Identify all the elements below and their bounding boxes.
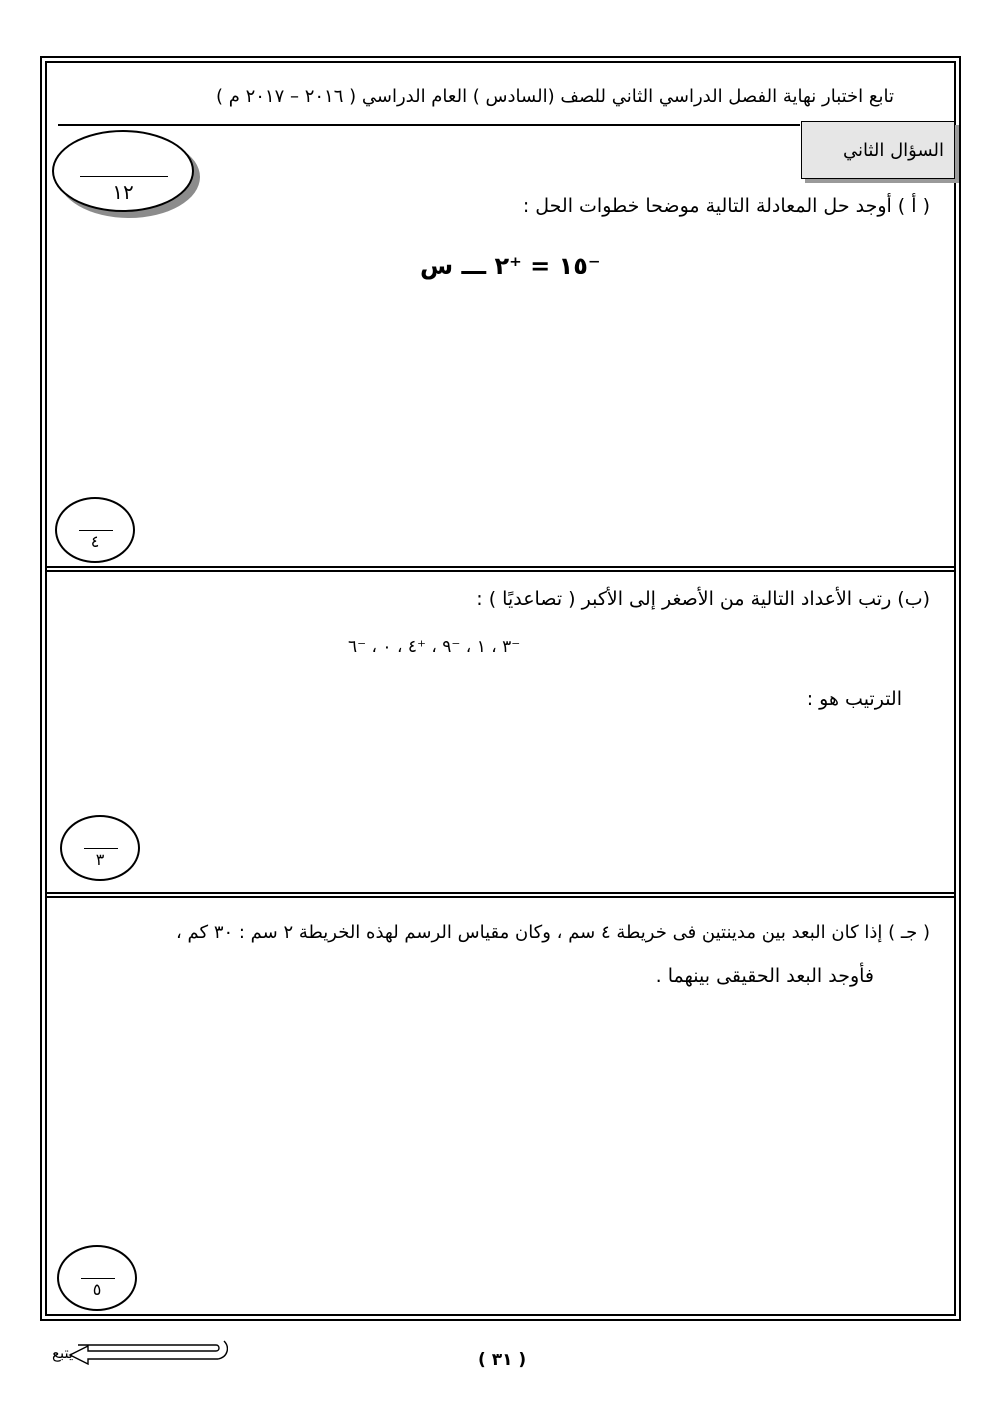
continue-arrow-icon xyxy=(48,1333,228,1365)
total-score-value: ١٢ xyxy=(112,180,134,204)
continue-label: يتبع xyxy=(52,1344,74,1362)
part-c-score-value: ٥ xyxy=(92,1280,102,1299)
page-number: ( ٣١ ) xyxy=(478,1350,527,1370)
total-score-oval xyxy=(52,130,194,212)
score-blank-line xyxy=(84,848,118,849)
part-a-score-value: ٤ xyxy=(90,532,100,551)
part-b-answer-label: الترتيب هو : xyxy=(806,688,902,710)
question-label: السؤال الثاني xyxy=(842,140,944,161)
part-b-numbers xyxy=(348,637,520,657)
section-divider xyxy=(45,892,956,894)
part-b-score-value: ٣ xyxy=(95,850,105,869)
exam-header-title: تابع اختبار نهاية الفصل الدراسي الثاني للصف (السادس ) العام الدراسي ( ٢٠١٦ – ٢٠١٧ م ) xyxy=(215,86,894,107)
question-label-box xyxy=(801,121,955,179)
score-blank-line xyxy=(81,1278,115,1279)
section-divider xyxy=(45,566,956,568)
part-c-score-circle xyxy=(57,1245,137,1311)
part-a-score-circle xyxy=(55,497,135,563)
part-b-prompt: (ب) رتب الأعداد التالية من الأصغر إلى الأكبر ( تصاعديًا ) : xyxy=(476,588,930,610)
section-divider xyxy=(45,570,956,572)
part-c-prompt-line1: ( جـ ) إذا كان البعد بين مدينتين فى خريطة ٤ سم ، وكان مقياس الرسم لهذه الخريطة ٢ سم : ٣٠ كم ، xyxy=(176,922,930,943)
header-underline xyxy=(58,124,800,126)
part-a-equation xyxy=(420,252,601,280)
part-c-prompt-line2: فأوجد البعد الحقيقى بينهما . xyxy=(655,965,874,987)
score-blank-line xyxy=(80,176,168,177)
part-b-score-circle xyxy=(60,815,140,881)
score-blank-line xyxy=(79,530,113,531)
numbers-list: ⁻٣ ، ١ ، ⁻٩ ، ⁺٤ ، ٠ ، ⁻٦ xyxy=(348,637,521,657)
part-a-prompt: ( أ ) أوجد حل المعادلة التالية موضحا خطوات الحل : xyxy=(522,195,930,217)
equation-text: ⁻١٥ = ⁺٢ ـــ س xyxy=(420,252,601,280)
section-divider xyxy=(45,896,956,898)
